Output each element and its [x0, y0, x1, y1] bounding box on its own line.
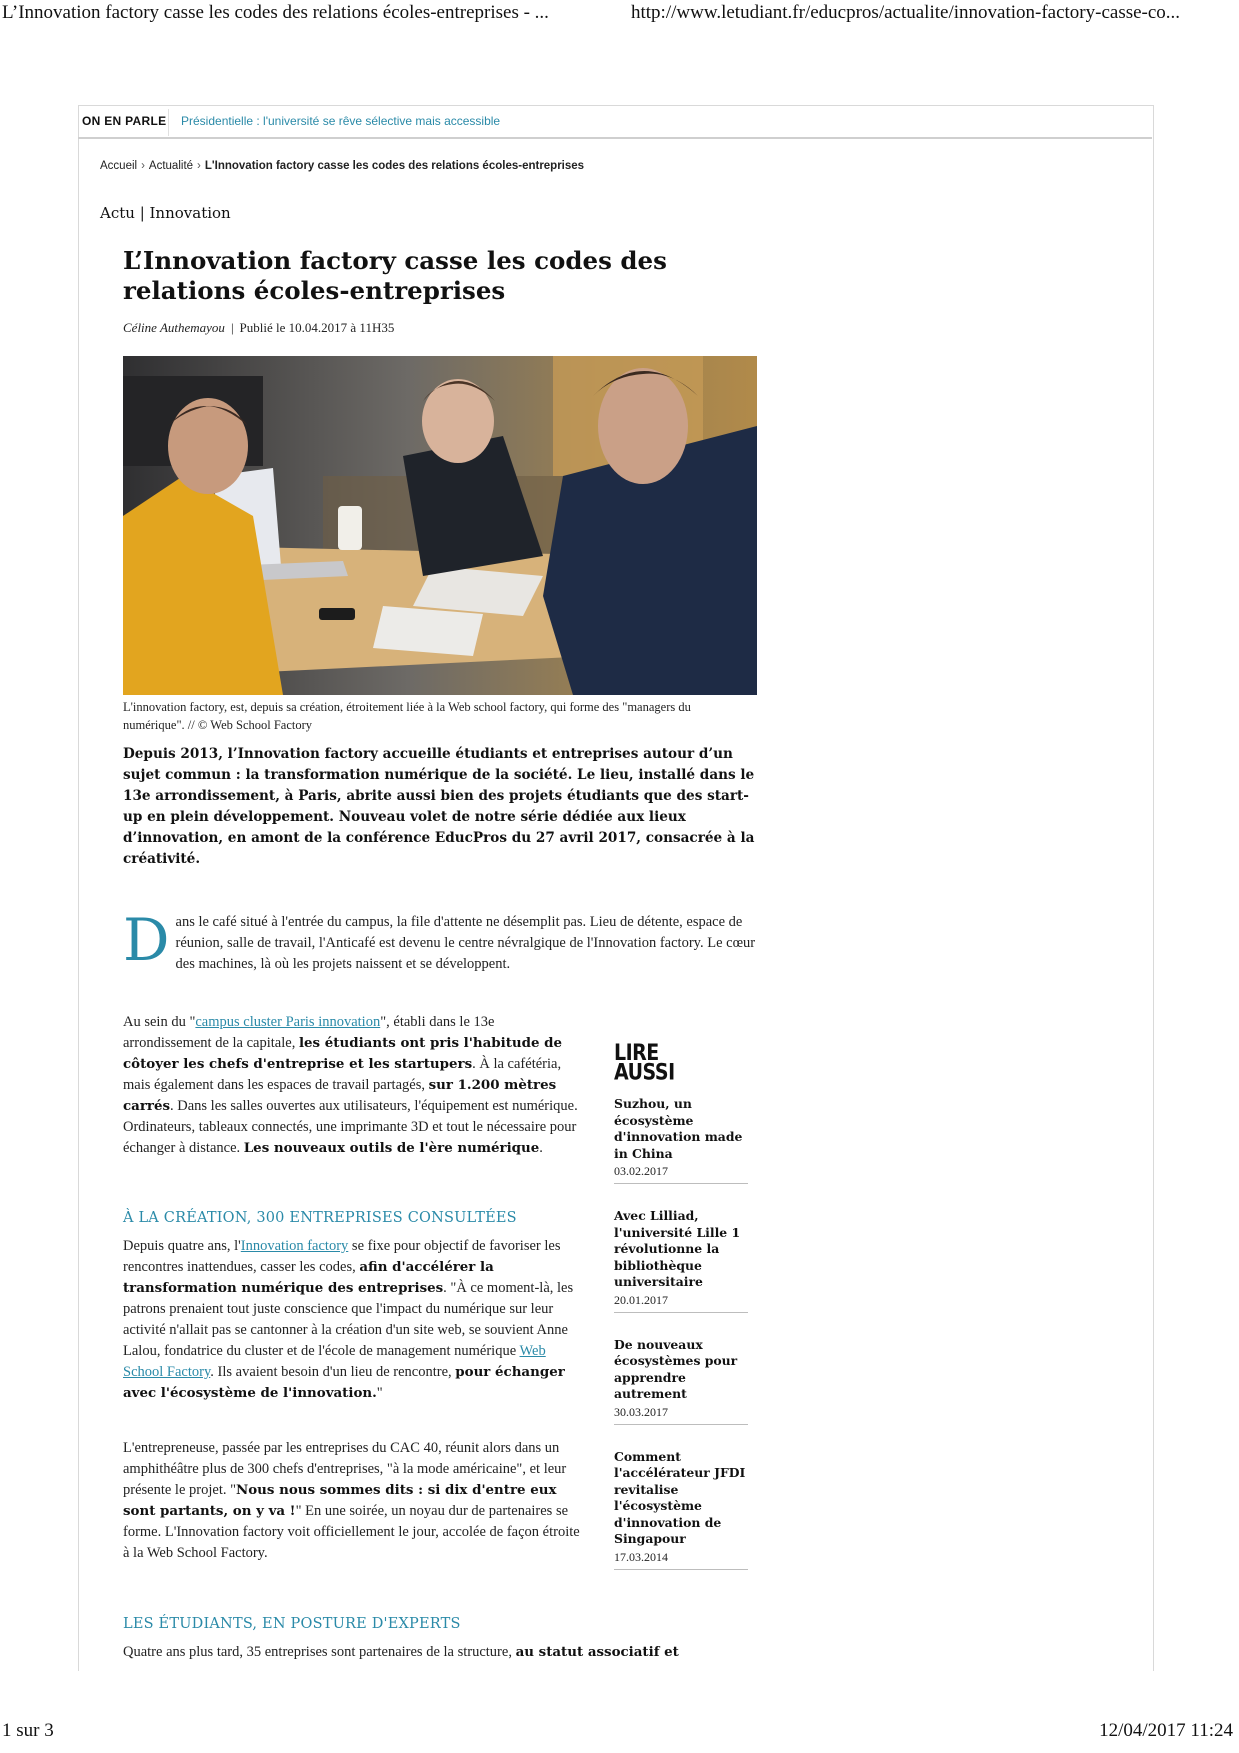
paragraph-bold: Nous nous sommes dits : si dix d'entre eux sont partants, on y va !: [123, 1482, 557, 1519]
breadcrumb-section[interactable]: Actualité: [148, 160, 194, 172]
article-rubric[interactable]: Actu | Innovation: [100, 204, 231, 222]
article-paragraph-2: [123, 1012, 583, 1159]
paragraph-bold: pour échanger avec l'écosystème de l'innovation.: [123, 1364, 565, 1401]
article-date: Publié le 10.04.2017 à 11H35: [239, 320, 395, 335]
related-article-title[interactable]: De nouveaux écosystèmes pour apprendre autrement: [614, 1336, 738, 1401]
paragraph-bold: les étudiants ont pris l'habitude de côtoyer les chefs d'entreprise et les startupers: [123, 1035, 563, 1072]
on-en-parle-link[interactable]: Présidentielle : l'université se rêve sélective mais accessible: [181, 114, 501, 128]
paragraph-text: ": [376, 1385, 383, 1401]
campus-cluster-link[interactable]: campus cluster Paris innovation: [195, 1014, 381, 1030]
breadcrumb-home[interactable]: Accueil: [100, 160, 138, 172]
related-article-date: 20.01.2017: [614, 1292, 668, 1307]
related-article-title[interactable]: Suzhou, un écosystème d'innovation made in China: [614, 1096, 743, 1161]
article-paragraph-4: [123, 1438, 583, 1564]
paragraph-text: . "À ce moment-là, les patrons prenaient tout juste conscience que l'impact du numérique sur leur activité n'allait pas se cantonner à la création d'un site web, se souvient Anne Lalou, fondatrice du cluster et de l'école de management numérique: [123, 1280, 574, 1359]
paragraph-text: Quatre ans plus tard, 35 entreprises sont partenaires de la structure,: [123, 1644, 516, 1660]
paragraph-text: . Ils avaient besoin d'un lieu de rencontre,: [210, 1364, 456, 1380]
paragraph-text: . Dans les salles ouvertes aux utilisateurs, l'équipement est numérique. Ordinateurs, tableaux connectés, une imprimante 3D et tout le nécessaire pour échanger à distance.: [123, 1098, 578, 1156]
print-header-url: http://www.letudiant.fr/educpros/actualite/innovation-factory-casse-co...: [631, 2, 1181, 23]
section-heading-2: LES ÉTUDIANTS, EN POSTURE D'EXPERTS: [123, 1616, 461, 1632]
article-lead: Depuis 2013, l’Innovation factory accueille étudiants et entreprises autour d’un sujet commun : la transformation numérique de la société. Le lieu, installé dans le 13e arrondissement, à Paris, abrite aussi bien des projets étudiants que des start-up en plein développement. Nouveau volet de notre série dédiée aux lieux d’innovation, en amont de la conférence EducPros du 27 avril 2017, consacrée à la créativité.: [123, 746, 755, 867]
article-author[interactable]: Céline Authemayou: [123, 320, 225, 335]
article-paragraph-1: [123, 906, 757, 975]
paragraph-text: " En une soirée, un noyau dur de partenaires se forme. L'Innovation factory voit officiellement le jour, accolée de façon étroite à la Web School Factory.: [123, 1503, 580, 1561]
photo-caption: L'innovation factory, est, depuis sa création, étroitement liée à la Web school factory, qui forme des "managers du numérique". // © Web School Factory: [123, 700, 691, 732]
article-photo: [123, 356, 757, 695]
on-en-parle-divider: [168, 109, 169, 136]
related-article-date: 30.03.2017: [614, 1404, 668, 1419]
lire-aussi-title: [614, 1040, 748, 1086]
byline-separator: |: [230, 320, 234, 335]
print-footer-datetime: 12/04/2017 11:24: [1099, 1720, 1233, 1741]
on-en-parle-bar: [78, 105, 1152, 139]
paragraph-bold: au statut associatif et: [515, 1644, 679, 1660]
print-header-title: L’Innovation factory casse les codes des relations écoles-entreprises - ...: [2, 2, 549, 23]
paragraph-bold: afin d'accélérer la transformation numérique des entreprises: [123, 1259, 494, 1296]
breadcrumb-chevron-icon: ›: [141, 160, 145, 172]
related-article-title[interactable]: Comment l'accélérateur JFDI revitalise l'écosystème d'innovation de Singapour: [614, 1448, 746, 1546]
drop-cap: D: [123, 906, 170, 974]
breadcrumb-current: L'Innovation factory casse les codes des relations écoles-entreprises: [204, 160, 585, 172]
print-footer-page: 1 sur 3: [2, 1720, 54, 1741]
related-article[interactable]: [614, 1208, 748, 1313]
paragraph-bold: sur 1.200 mètres carrés: [123, 1077, 557, 1114]
web-school-factory-link[interactable]: Web School Factory: [123, 1343, 546, 1380]
lire-aussi-title-line: LIRE: [614, 1040, 659, 1066]
article-photo-illustration: [123, 356, 757, 695]
lire-aussi-title-line: AUSSI: [614, 1060, 675, 1086]
lire-aussi-box: [614, 1040, 748, 1594]
article-paragraph-5: [123, 1642, 763, 1663]
paragraph-text: .: [539, 1140, 543, 1156]
related-article-title[interactable]: Avec Lilliad, l'université Lille 1 révolutionne la bibliothèque universitaire: [614, 1208, 741, 1289]
paragraph-text: L'entrepreneuse, passée par les entreprises du CAC 40, réunit alors dans un amphithéâtre plus de 300 chefs d'entreprises, "à la mode américaine", et leur présente le projet. ": [123, 1440, 567, 1498]
paragraph-bold: Les nouveaux outils de l'ère numérique: [243, 1140, 540, 1156]
paragraph-text: se fixe pour objectif de favoriser les rencontres inattendues, casser les codes,: [123, 1238, 561, 1275]
breadcrumb-chevron-icon: ›: [197, 160, 201, 172]
related-article[interactable]: [614, 1337, 748, 1425]
paragraph-text: Depuis quatre ans, l': [123, 1238, 241, 1254]
innovation-factory-link[interactable]: Innovation factory: [240, 1238, 349, 1254]
paragraph-text: Au sein du ": [123, 1014, 196, 1030]
article-paragraph-3: [123, 1236, 583, 1404]
paragraph-text: . À la cafétéria, mais également dans les espaces de travail partagés,: [123, 1056, 562, 1093]
related-article-date: 03.02.2017: [614, 1164, 668, 1178]
section-heading-1: À LA CRÉATION, 300 ENTREPRISES CONSULTÉES: [123, 1210, 517, 1226]
related-article[interactable]: [614, 1449, 748, 1570]
paragraph-text: ", établi dans le 13e arrondissement de la capitale,: [123, 1014, 495, 1051]
on-en-parle-label: ON EN PARLE: [82, 114, 167, 128]
related-article[interactable]: [614, 1096, 748, 1184]
paragraph-text: ans le café situé à l'entrée du campus, la file d'attente ne désemplit pas. Lieu de détente, espace de réunion, salle de travail, l'Anticafé est devenu le centre névralgique de l'Innovation factory. Le cœur des machines, là où les projets naissent et se développent.: [175, 914, 756, 972]
article-byline: [123, 320, 394, 336]
related-article-date: 17.03.2014: [614, 1549, 668, 1564]
breadcrumb: [100, 160, 584, 172]
article-title: L’Innovation factory casse les codes des relations écoles-entreprises: [123, 246, 667, 305]
